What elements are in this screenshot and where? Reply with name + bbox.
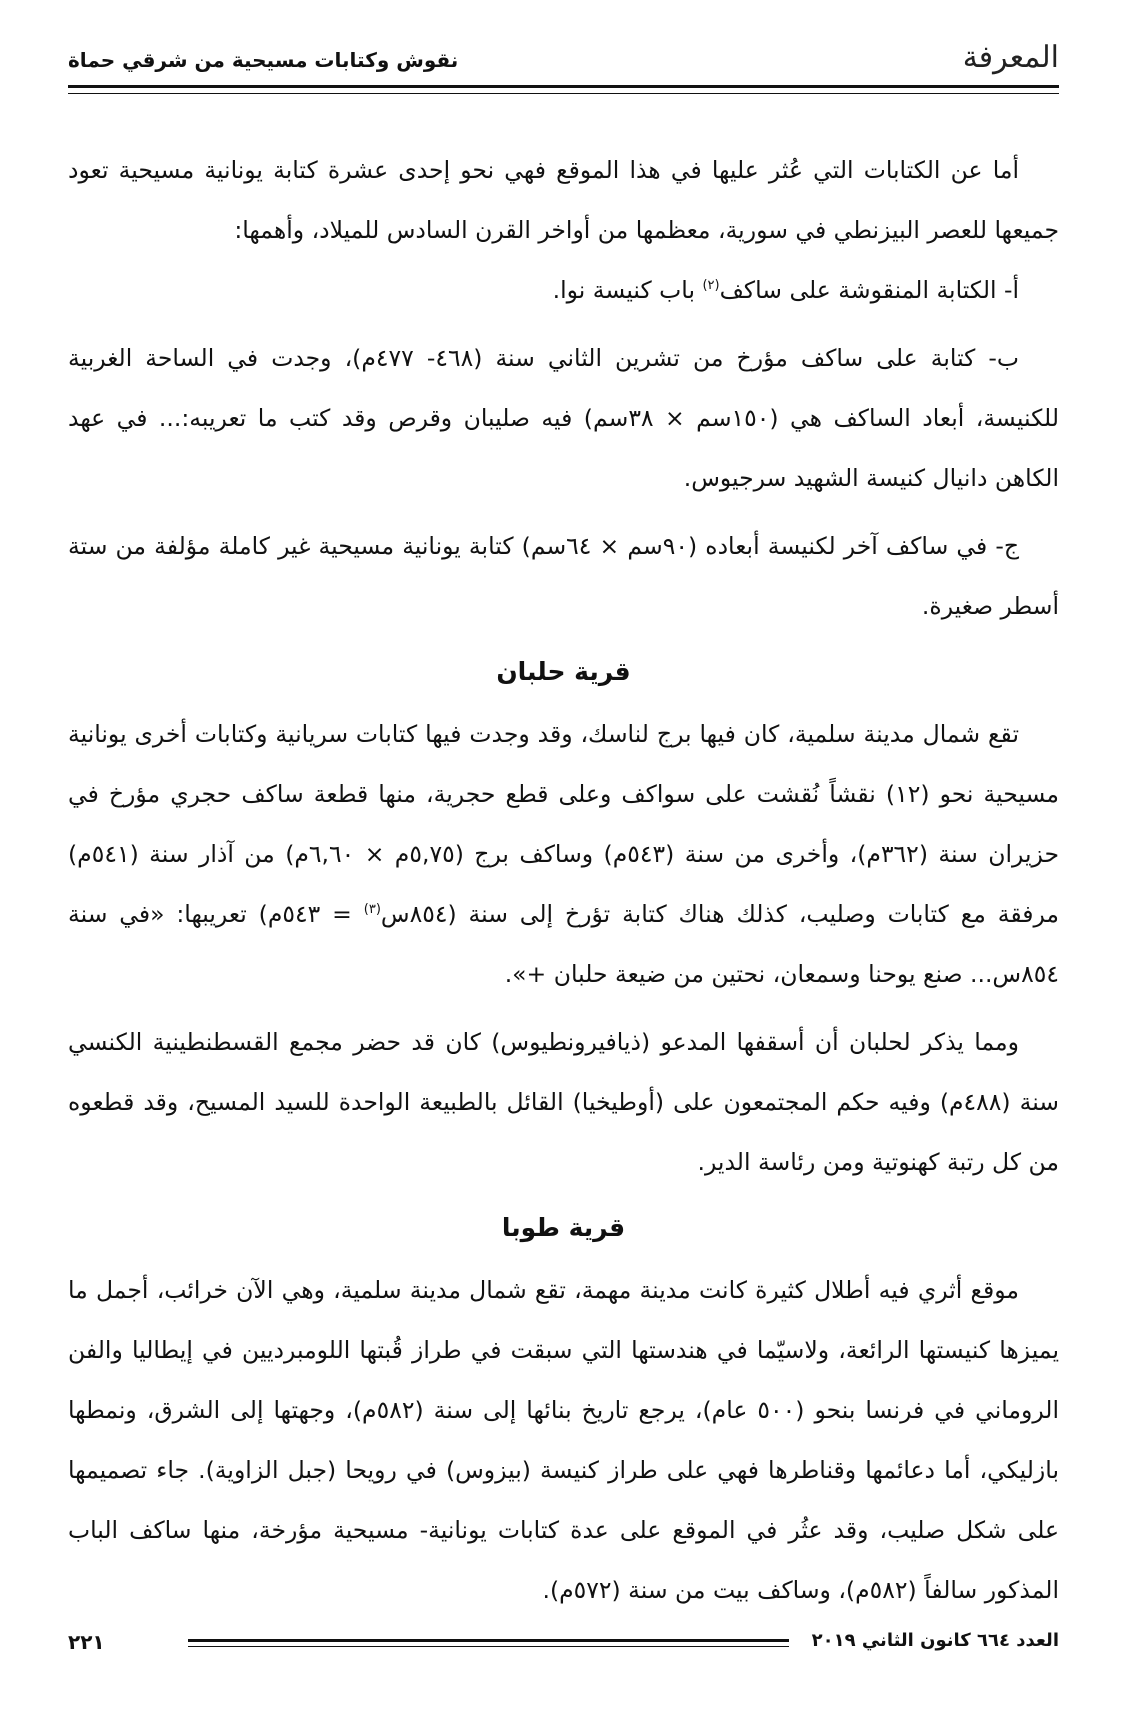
paragraph-halban-tail: = ٥٤٣م) تعريبها: «في سنة ٨٥٤س... صنع يوحنا وسمعان، نحتين من ضيعة حلبان +». xyxy=(68,900,1059,988)
list-item-c: ج- في ساكف آخر لكنيسة أبعاده (٩٠سم × ٦٤سم) كتابة يونانية مسيحية غير كاملة مؤلفة من ستة أسطر صغيرة. xyxy=(68,532,1059,620)
paragraph-touba: موقع أثري فيه أطلال كثيرة كانت مدينة مهمة، تقع شمال مدينة سلمية، وهي الآن خرائب، أجمل ما يميزها كنيستها الرائعة، ولاسيّما في هندستها التي سبقت في طراز قُبتها اللومبرديين في إيطاليا والفن الروماني في فرنسا بنحو (٥٠٠ عام)، يرجع تاريخ بنائها إلى سنة (٥٨٢م)، وجهتها إلى الشرق، ونمطها بازليكي، أما دعائمها وقناطرها فهي على طراز كنيسة (بيزوس) في رويحا (جبل الزاوية). جاء تصميمها على شكل صليب، وقد عثُر في الموقع على عدة كتابات يونانية- مسيحية مؤرخة، منها ساكف الباب المذكور سالفاً (٥٨٢م)، وساكف بيت من سنة (٥٧٢م). xyxy=(68,1276,1059,1604)
footnote-ref-3: (٣) xyxy=(363,902,381,918)
paragraph-halban xyxy=(68,704,1059,1004)
page-number: ٢٢١ xyxy=(68,1630,105,1654)
header-rule-thin xyxy=(68,93,1059,94)
footnote-ref-2: (٢) xyxy=(702,278,720,294)
paragraph-inscriptions-intro: أما عن الكتابات التي عُثر عليها في هذا الموقع فهي نحو إحدى عشرة كتابة يونانية مسيحية تعود جميعها للعصر البيزنطي في سورية، معظمها من أواخر القرن السادس للميلاد، وأهمها: xyxy=(68,156,1059,244)
paragraph-halban-bishop: ومما يذكر لحلبان أن أسقفها المدعو (ذيافيرونطيوس) كان قد حضر مجمع القسطنطينية الكنسي سنة (٤٨٨م) وفيه حكم المجتمعون على (أوطيخيا) القائل بالطبيعة الواحدة للسيد المسيح، وقد قطعوه من كل رتبة كهنوتية ومن رئاسة الدير. xyxy=(68,1028,1059,1176)
list-item-a-text: أ- الكتابة المنقوشة على ساكف xyxy=(719,276,1019,304)
journal-logo: المعرفة xyxy=(962,40,1059,75)
list-item-a-tail: باب كنيسة نوا. xyxy=(552,276,703,304)
section-heading-touba: قرية طوبا xyxy=(501,1213,626,1242)
article-body xyxy=(68,140,1059,1620)
list-item-a xyxy=(68,260,1059,320)
paragraph-halban-text: تقع شمال مدينة سلمية، كان فيها برج لناسك، وقد وجدت فيها كتابات سريانية وكتابات أخرى يونانية مسيحية نحو (١٢) نقشاً نُقشت على سواكف وعلى قطع حجرية، منها قطعة ساكف حجري مؤرخ في حزيران سنة (٣٦٢م)، وأخرى من سنة (٥٤٣م) وساكف برج (٥,٧٥م × ٦,٦٠م) من آذار سنة (٥٤١م) مرفقة مع كتابات وصليب، كذلك هناك كتابة تؤرخ إلى سنة (٨٥٤س xyxy=(68,720,1060,928)
issue-label: العدد ٦٦٤ كانون الثاني ٢٠١٩ xyxy=(811,1630,1059,1651)
running-title: نقوش وكتابات مسيحية من شرقي حماة xyxy=(68,48,459,72)
footer-rule-thick xyxy=(188,1639,789,1642)
header-rule-thick xyxy=(68,85,1059,88)
list-item-b: ب- كتابة على ساكف مؤرخ من تشرين الثاني سنة (٤٦٨- ٤٧٧م)، وجدت في الساحة الغربية للكنيسة، أبعاد الساكف هي (١٥٠سم × ٣٨سم) فيه صليبان وقرص وقد كتب ما تعريبه:... في عهد الكاهن دانيال كنيسة الشهيد سرجيوس. xyxy=(68,344,1059,492)
footer-rule-thin xyxy=(188,1646,789,1647)
page-header xyxy=(68,36,1059,76)
page-footer xyxy=(68,1630,1059,1660)
section-heading-halban: قرية حلبان xyxy=(496,657,631,686)
